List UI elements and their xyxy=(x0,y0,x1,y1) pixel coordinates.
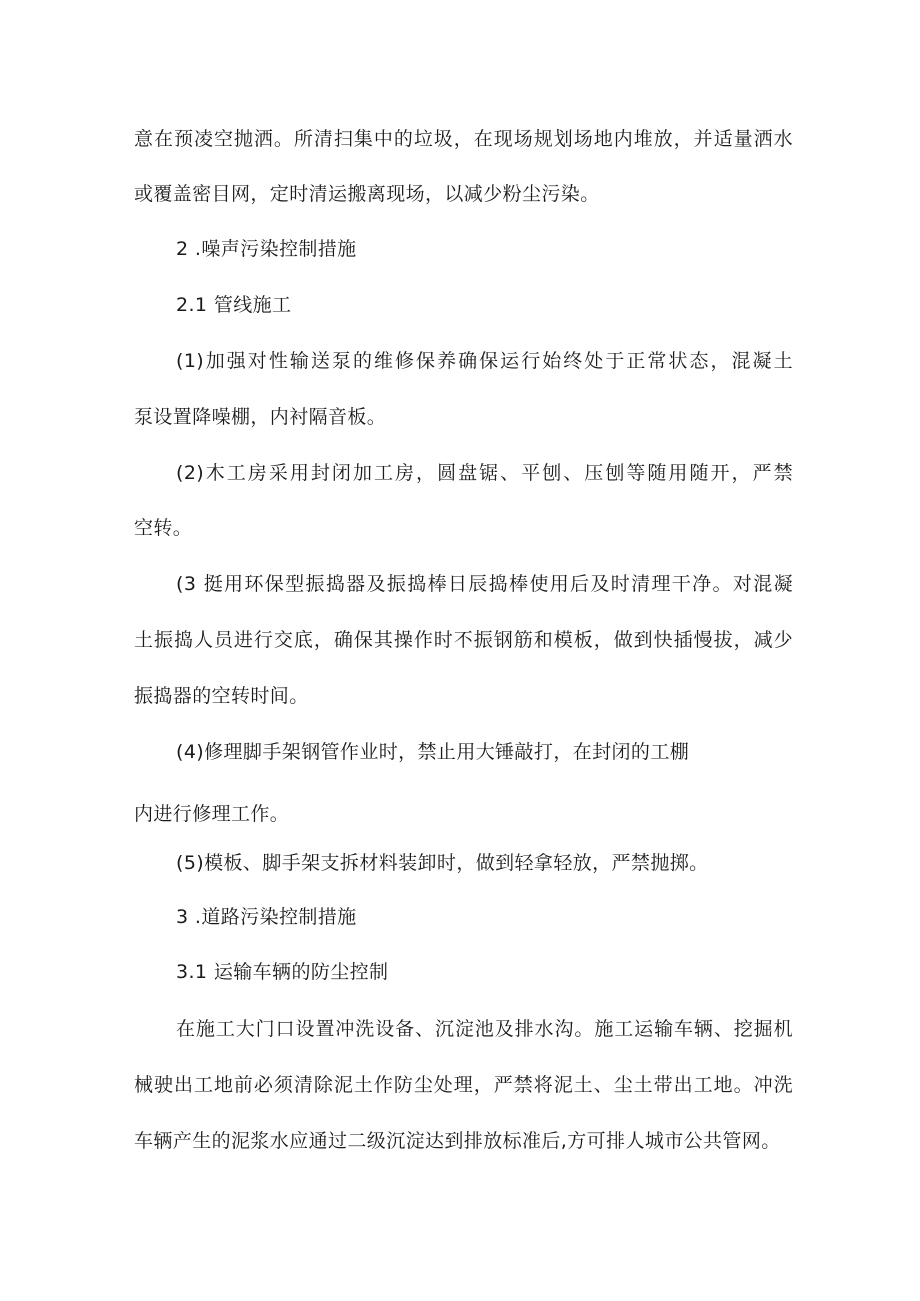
subsection-heading: 2.1 管线施工 xyxy=(176,294,292,316)
list-item-text: (1)加强对性输送泵的维修保养确保运行始终处于正常状态，混凝土 xyxy=(176,350,793,372)
body-text-line: 在施工大门口设置冲洗设备、沉淀池及排水沟。施工运输车辆、挖掘机 xyxy=(176,1018,793,1040)
section-heading: 2 .噪声污染控制措施 xyxy=(176,238,357,260)
section-heading: 3 .道路污染控制措施 xyxy=(176,906,357,928)
subsection-heading: 3.1 运输车辆的防尘控制 xyxy=(176,961,389,983)
list-item-text: (5)模板、脚手架支拆材料装卸时，做到轻拿轻放，严禁抛掷。 xyxy=(176,852,709,874)
list-item-text: 泵设置降噪棚，内衬隔音板。 xyxy=(134,406,387,428)
list-item-text: (4)修理脚手架钢管作业时，禁止用大锤敲打，在封闭的工棚 xyxy=(176,741,690,763)
list-item-text: 土振捣人员进行交底，确保其操作时不振钢筋和模板，做到快插慢拔，减少 xyxy=(134,629,793,651)
list-item-text: 空转。 xyxy=(134,517,193,539)
list-item-text: 内进行修理工作。 xyxy=(134,803,290,825)
list-item-text: 振捣器的空转时间。 xyxy=(134,685,309,707)
list-item-text: (3 挺用环保型振捣器及振捣棒日辰捣棒使用后及时清理干净。对混凝 xyxy=(176,573,793,595)
body-text-line: 或覆盖密目网，定时清运搬离现场，以减少粉尘污染。 xyxy=(134,183,600,205)
body-text-line: 械驶出工地前必须清除泥土作防尘处理，严禁将泥土、尘土带出工地。冲洗 xyxy=(134,1074,793,1096)
body-text-line: 意在预凌空抛洒。所清扫集中的垃圾，在现场规划场地内堆放，并适量洒水 xyxy=(134,128,793,150)
body-text-line: 车辆产生的泥浆水应通过二级沉淀达到排放标准后,方可排人城市公共管网。 xyxy=(134,1130,781,1152)
list-item-text: (2)木工房采用封闭加工房，圆盘锯、平刨、压刨等随用随开，严禁 xyxy=(176,462,793,484)
